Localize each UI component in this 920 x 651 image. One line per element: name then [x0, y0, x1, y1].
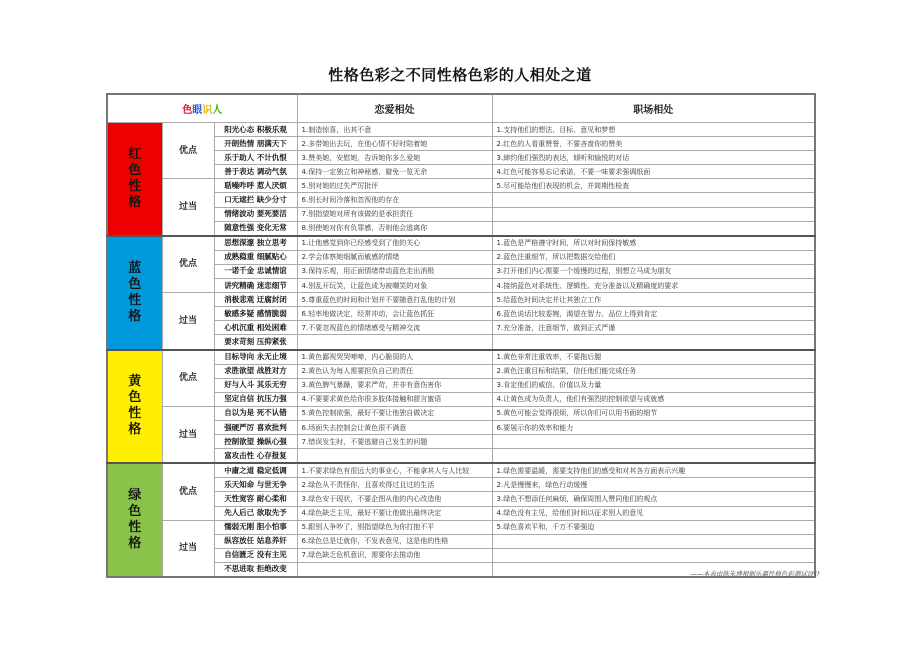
section-label: 过当 [162, 293, 214, 350]
table-row [107, 420, 815, 434]
table-row [107, 406, 815, 420]
table-row [107, 279, 815, 293]
trait-cell: 善于表达 调动气氛 [214, 165, 297, 179]
table-row [107, 335, 815, 350]
love-cell: 2.黄色认为每人需要担负自己的责任 [297, 364, 492, 378]
trait-cell: 情绪波动 要死要活 [214, 207, 297, 221]
trait-cell: 讲究精确 迷恋细节 [214, 279, 297, 293]
work-cell [492, 435, 815, 449]
work-cell: 1.支持他们的想法、目标、意见和梦想 [492, 123, 815, 137]
trait-cell: 天性宽容 耐心柔和 [214, 492, 297, 506]
love-cell: 5.跟别人争吵了，别指望绿色为你打抱不平 [297, 520, 492, 534]
trait-cell: 中庸之道 稳定低调 [214, 463, 297, 478]
table-row [107, 179, 815, 193]
section-label: 优点 [162, 463, 214, 520]
corner-char: 色 [182, 105, 193, 116]
corner-char: 识 [202, 105, 213, 116]
love-header: 恋爱相处 [297, 94, 492, 123]
trait-cell: 成熟稳重 细腻贴心 [214, 250, 297, 264]
trait-cell: 控制欲望 操纵心强 [214, 435, 297, 449]
love-cell: 1.不要求绿色有很远大的事业心，不能拿其人与人比较 [297, 463, 492, 478]
trait-cell: 阳光心态 积极乐观 [214, 123, 297, 137]
work-cell: 6.蓝色说话比较委婉，渴望在智力、品位上得到肯定 [492, 307, 815, 321]
category-label: 蓝色性格 [128, 260, 142, 324]
love-cell: 2.学会体察她细腻而敏感的情绪 [297, 250, 492, 264]
trait-cell: 懦弱无刚 胆小怕事 [214, 520, 297, 534]
work-cell: 1.黄色非常注重效率，不要拖后腿 [492, 350, 815, 365]
trait-cell: 不思进取 拒绝改变 [214, 562, 297, 577]
table-row [107, 207, 815, 221]
love-cell: 7.不要忽视蓝色的情绪感受与精神交流 [297, 321, 492, 335]
table-row [107, 151, 815, 165]
work-cell: 3.締约他们强烈的表达，倾听和愉悦的对话 [492, 151, 815, 165]
work-cell [492, 207, 815, 221]
love-cell: 3.赞美她，安慰她，告诉她你多么爱她 [297, 151, 492, 165]
work-cell [492, 221, 815, 236]
table-row [107, 307, 815, 321]
table-row [107, 378, 815, 392]
trait-cell: 要求苛刻 压抑紧张 [214, 335, 297, 350]
section-label: 过当 [162, 179, 214, 236]
work-cell [492, 449, 815, 464]
table-row [107, 264, 815, 278]
work-cell [492, 548, 815, 562]
trait-cell: 自以为是 死不认错 [214, 406, 297, 420]
work-cell: 2.黄色注重目标和结果，信任他们能完成任务 [492, 364, 815, 378]
category-cell [107, 463, 162, 577]
table-row [107, 520, 815, 534]
work-cell: 3.绿色不想添任何麻烦，确保周围人赞同他们的观点 [492, 492, 815, 506]
corner-header [107, 94, 297, 123]
love-cell: 6.轻率地做决定，经常冲动，会让蓝色抓狂 [297, 307, 492, 321]
work-cell: 2.红色的人看重赞誉，不要吝啬你的赞美 [492, 137, 815, 151]
love-cell [297, 449, 492, 464]
love-cell: 4.保持一定独立和神秘感，避免一览无余 [297, 165, 492, 179]
category-cell [107, 350, 162, 464]
work-cell: 4.红色可能容易忘记承诺，不要一味要求强调纸面 [492, 165, 815, 179]
table-row [107, 123, 815, 137]
love-cell: 3.保持乐观，用正面情绪带动蓝色走出消极 [297, 264, 492, 278]
love-cell: 2.多带她出去玩，在他心情不好时陪着她 [297, 137, 492, 151]
table-body [107, 123, 815, 578]
section-label: 优点 [162, 350, 214, 407]
section-label: 过当 [162, 520, 214, 577]
table-row [107, 236, 815, 251]
work-cell: 5.黄色可能会觉得很烦，所以你们可以用书面的细节 [492, 406, 815, 420]
trait-cell: 好与人斗 其乐无穷 [214, 378, 297, 392]
table-row [107, 165, 815, 179]
table-row [107, 137, 815, 151]
trait-cell: 消极悲观 迂腐封闭 [214, 293, 297, 307]
love-cell: 3.绿色安于现状，不要企图从他的内心改造他 [297, 492, 492, 506]
category-label: 绿色性格 [128, 488, 142, 552]
work-cell: 6.要展示你的效率和能力 [492, 420, 815, 434]
love-cell: 7.错误发生时，不要逃避自己发生的问题 [297, 435, 492, 449]
table-row [107, 506, 815, 520]
section-label: 优点 [162, 123, 214, 179]
work-cell: 1.蓝色是严格遵守时间，所以对时间保持敏感 [492, 236, 815, 251]
work-header: 职场相处 [492, 94, 815, 123]
love-cell: 1.黄色鄙视哭哭啼啼，内心脆弱的人 [297, 350, 492, 365]
trait-cell: 求胜欲望 战胜对方 [214, 364, 297, 378]
love-cell: 2.绿色从不责怪你，且喜欢得过且过的生活 [297, 478, 492, 492]
table-row [107, 548, 815, 562]
work-cell [492, 193, 815, 207]
work-cell: 4.让黄色成为负责人，他们有强烈的控制欲望与成就感 [492, 392, 815, 406]
category-label: 黄色性格 [128, 374, 142, 438]
trait-cell: 一诺千金 忠诚情谊 [214, 264, 297, 278]
category-label: 红色性格 [128, 146, 142, 210]
trait-cell: 先人后己 欲取先予 [214, 506, 297, 520]
love-cell: 1.让他感觉到你已经感受到了他的关心 [297, 236, 492, 251]
work-cell: 1.绿色需要温暖，需要支持他们的感受和对其各方面表示兴趣 [492, 463, 815, 478]
section-label: 过当 [162, 406, 214, 463]
trait-cell: 富攻击性 心存报复 [214, 449, 297, 464]
table-row [107, 449, 815, 464]
table-row [107, 321, 815, 335]
love-cell: 7.绿色缺乏危机意识，需要你去推动他 [297, 548, 492, 562]
table-row [107, 193, 815, 207]
love-cell: 7.别指望她对所有该做的是承担责任 [297, 207, 492, 221]
trait-cell: 自信匮乏 没有主见 [214, 548, 297, 562]
table-row [107, 492, 815, 506]
work-cell: 3.打开他们内心需要一个缓慢的过程，别想立马成为朋友 [492, 264, 815, 278]
work-cell: 2.凡是慢慢来，绿色行动缓慢 [492, 478, 815, 492]
love-cell: 6.别长时间冷落和忽视他的存在 [297, 193, 492, 207]
table-row [107, 478, 815, 492]
work-cell: 5.尽可能给他们表现的机会，并简期性检查 [492, 179, 815, 193]
trait-cell: 目标导向 永无止境 [214, 350, 297, 365]
trait-cell: 聒噪咋呼 惹人厌烦 [214, 179, 297, 193]
section-label: 优点 [162, 236, 214, 293]
love-cell: 4.别乱开玩笑，让蓝色成为被嘲笑的对象 [297, 279, 492, 293]
love-cell: 5.别对她的过失严厉批评 [297, 179, 492, 193]
table-row [107, 435, 815, 449]
trait-cell: 敏感多疑 感情脆弱 [214, 307, 297, 321]
love-cell: 3.黄色脾气暴躁，要求严苛，并非有意伤害你 [297, 378, 492, 392]
love-cell [297, 562, 492, 577]
work-cell: 3.肯定他们的威信、价值以及力量 [492, 378, 815, 392]
table-row [107, 392, 815, 406]
table-row [107, 293, 815, 307]
love-cell: 6.绿色总是迁就你，不发表意见，这是他的性格 [297, 534, 492, 548]
category-cell [107, 236, 162, 350]
trait-cell: 心机沉重 相处困难 [214, 321, 297, 335]
trait-cell: 随意性强 变化无常 [214, 221, 297, 236]
corner-char: 眼 [192, 105, 203, 116]
love-cell: 1.制造惊喜，出其不意 [297, 123, 492, 137]
love-cell: 5.黄色控制欲强，最好不要让他独自做决定 [297, 406, 492, 420]
trait-cell: 开朗热情 朋满天下 [214, 137, 297, 151]
work-cell [492, 335, 815, 350]
work-cell: 2.蓝色注重细节，所以把数据交给他们 [492, 250, 815, 264]
table-row [107, 534, 815, 548]
trait-cell: 强硬严厉 喜欢批判 [214, 420, 297, 434]
trait-cell: 坚定自信 抗压力强 [214, 392, 297, 406]
table-header-row [107, 94, 815, 123]
trait-cell: 乐天知命 与世无争 [214, 478, 297, 492]
work-cell: 7.充分准备，注意细节，做到正式严谨 [492, 321, 815, 335]
page-title: 性格色彩之不同性格色彩的人相处之道 [328, 66, 592, 84]
love-cell: 4.不要要求黄色给你很多肢体接触和甜言蜜语 [297, 392, 492, 406]
trait-cell: 乐于助人 不计仇恨 [214, 151, 297, 165]
table-row [107, 350, 815, 365]
work-cell: 5.给蓝色时间决定并让其独立工作 [492, 293, 815, 307]
work-cell: 5.绿色喜欢平和，千万不要强迫 [492, 520, 815, 534]
category-cell [107, 123, 162, 236]
love-cell: 4.绿色缺乏主见，最好不要让他做出最终决定 [297, 506, 492, 520]
table-row [107, 221, 815, 236]
trait-cell: 纵容放任 姑息养奸 [214, 534, 297, 548]
love-cell: 5.尊重蓝色的时间和计划并不要随意打乱他的计划 [297, 293, 492, 307]
work-cell [492, 534, 815, 548]
love-cell: 6.场面失去控制会让黄色很不满意 [297, 420, 492, 434]
work-cell: 4.绿色没有主见，给他们时间以征求别人的意见 [492, 506, 815, 520]
love-cell [297, 335, 492, 350]
personality-table [106, 93, 816, 578]
table-row [107, 250, 815, 264]
corner-char: 人 [212, 105, 223, 116]
love-cell: 8.别使她对你有负罪感，否则他会逃离你 [297, 221, 492, 236]
trait-cell: 思想深邃 独立思考 [214, 236, 297, 251]
table-row [107, 364, 815, 378]
work-cell: 4.接纳蓝色对系统性、逻辑性、充分准备以及精确度的要求 [492, 279, 815, 293]
footnote: ——本表由陈朱博根据乐嘉性格色彩测试设计 [690, 570, 820, 578]
table-row [107, 463, 815, 478]
trait-cell: 口无遮拦 缺少分寸 [214, 193, 297, 207]
